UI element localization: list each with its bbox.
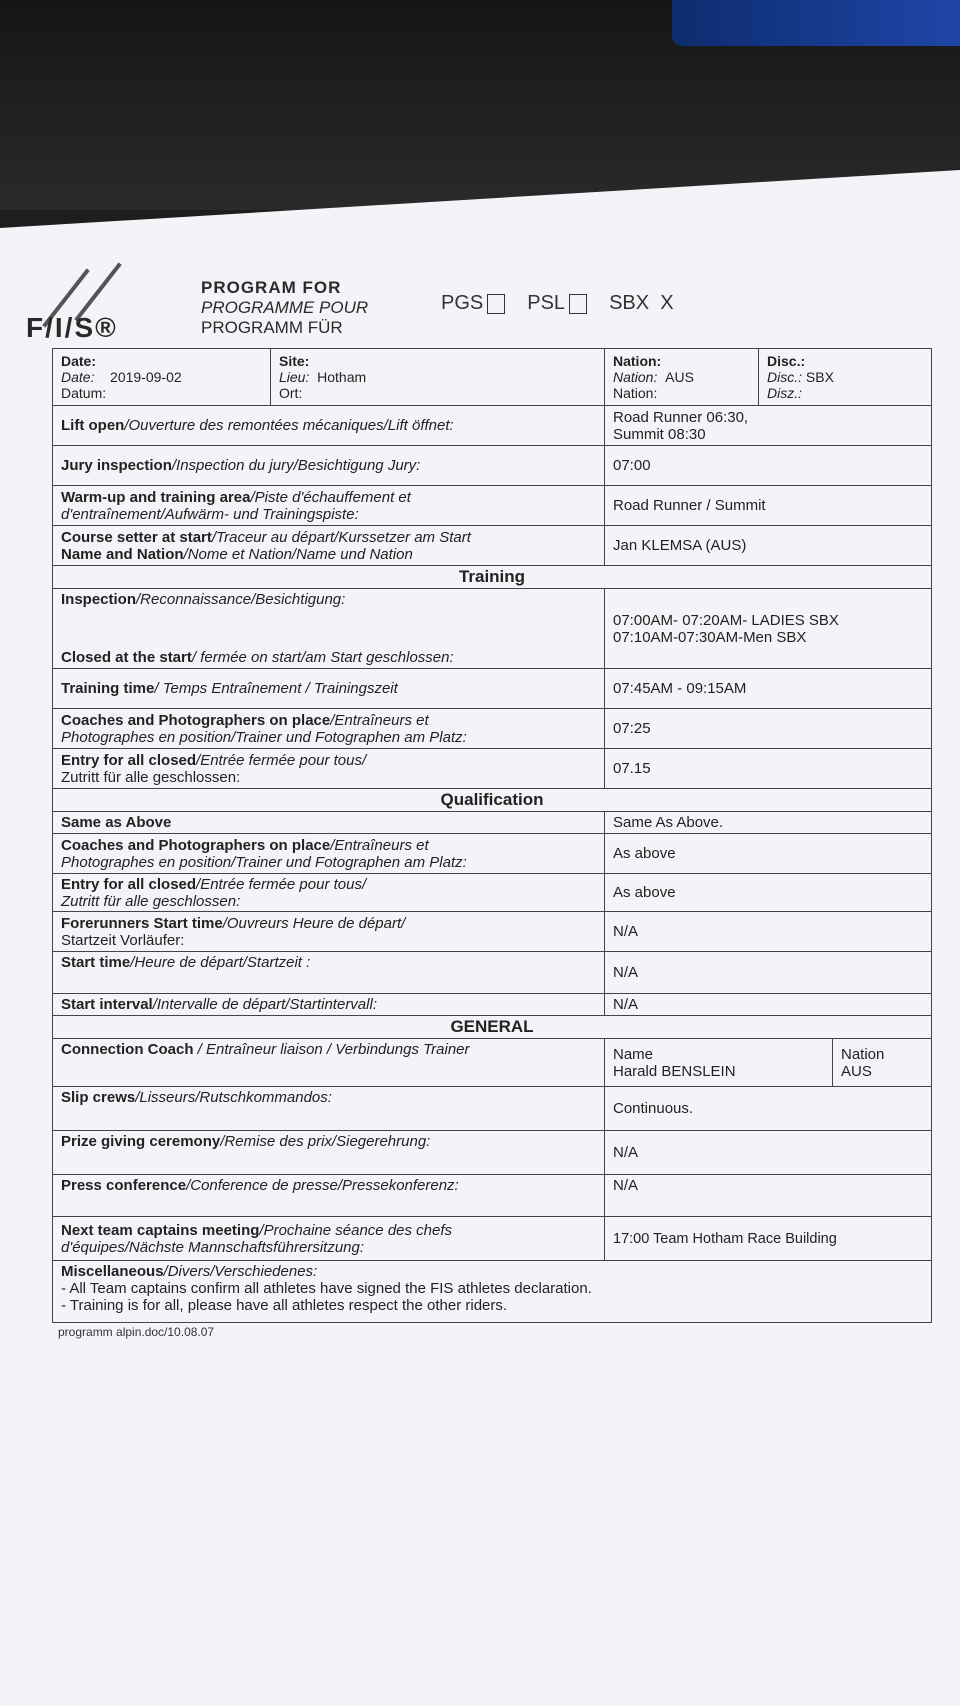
training-inspection-row: Inspection/Reconnaissance/Besichtigung: Closed at the start/ fermée on start/am Start geschlossen: 07:00AM- 07:20AM- LADIES SBX 07:10AM-07:30AM-Men SBX <box>52 589 932 669</box>
start-time-row: Start time/Heure de départ/Startzeit : N/A <box>52 952 932 994</box>
nation-cell: Nation: Nation: AUS Nation: <box>605 349 759 405</box>
logo-text: F/I/S® <box>26 312 118 343</box>
connection-coach-row: Connection Coach / Entraîneur liaison / Verbindungs Trainer Name Harald BENSLEIN Nation AUS <box>52 1039 932 1087</box>
slip-crews-row: Slip crews/Lisseurs/Rutschkommandos: Continuous. <box>52 1087 932 1131</box>
checkbox-pgs[interactable] <box>487 294 505 314</box>
connection-coach-name: Harald BENSLEIN <box>613 1062 736 1080</box>
date-value: 2019-09-02 <box>110 369 182 385</box>
footer-doc-ref: programm alpin.doc/10.08.07 <box>58 1325 215 1339</box>
general-heading: GENERAL <box>52 1016 932 1039</box>
qual-coaches-row: Coaches and Photographers on place/Entraîneurs et Photographes en position/Trainer und Fotographen am Platz: As above <box>52 834 932 874</box>
sbx-mark: X <box>660 292 674 314</box>
discipline-options <box>441 292 674 315</box>
option-psl: PSL <box>527 292 587 315</box>
site-value: Hotham <box>317 369 367 385</box>
qual-entry-row: Entry for all closed/Entrée fermée pour tous/ Zutritt für alle geschlossen: As above <box>52 874 932 912</box>
course-setter-row: Course setter at start/Traceur au départ/Kurssetzer am Start Name and Nation/Nome et Nation/Name und Nation Jan KLEMSA (AUS) <box>52 526 932 566</box>
disc-value: SBX <box>805 369 834 385</box>
training-heading: Training <box>52 566 932 589</box>
document-header <box>26 270 786 342</box>
start-interval-row: Start interval/Intervalle de départ/Startintervall: N/A <box>52 994 932 1016</box>
nation-value: AUS <box>665 369 694 385</box>
training-entry-row: Entry for all closed/Entrée fermée pour tous/ Zutritt für alle geschlossen: 07.15 <box>52 749 932 789</box>
program-titles <box>201 278 368 338</box>
training-coaches-row: Coaches and Photographers on place/Entraîneurs et Photographes en position/Trainer und Fotographen am Platz: 07:25 <box>52 709 932 749</box>
miscellaneous-row: Miscellaneous/Divers/Verschiedenes: - All Team captains confirm all athletes have signed the FIS athletes declaration. - Training is for all, please have all athletes respect the other riders. <box>52 1261 932 1323</box>
misc-line: - All Team captains confirm all athletes have signed the FIS athletes declaration. <box>61 1280 592 1297</box>
disc-cell: Disc.: Disc.: SBX Disz.: <box>767 353 834 401</box>
prize-giving-row: Prize giving ceremony/Remise des prix/Siegerehrung: N/A <box>52 1131 932 1175</box>
option-pgs: PGS <box>441 292 505 315</box>
blue-object <box>672 0 960 46</box>
title-fr: PROGRAMME POUR <box>201 298 369 317</box>
lift-open-row: Lift open/Ouverture des remontées mécaniques/Lift öffnet: Road Runner 06:30, Summit 08:30 <box>52 406 932 446</box>
team-captains-meeting-row: Next team captains meeting/Prochaine séance des chefs d'équipes/Nächste Mannschaftsführersitzung: 17:00 Team Hotham Race Building <box>52 1217 932 1261</box>
connection-coach-nation: AUS <box>841 1062 872 1080</box>
option-sbx: SBX X <box>609 292 674 314</box>
jury-inspection-row: Jury inspection/Inspection du jury/Besichtigung Jury: 07:00 <box>52 446 932 486</box>
site-cell: Site: Lieu: Hotham Ort: <box>271 349 605 405</box>
program-form <box>52 348 932 1339</box>
press-conference-row: Press conference/Conference de presse/Pressekonferenz: N/A <box>52 1175 932 1217</box>
forerunners-row: Forerunners Start time/Ouvreurs Heure de départ/ Startzeit Vorläufer: N/A <box>52 912 932 952</box>
qualification-heading: Qualification <box>52 789 932 812</box>
info-row <box>52 348 932 406</box>
training-time-row: Training time/ Temps Entraînement / Trainingszeit 07:45AM - 09:15AM <box>52 669 932 709</box>
title-de: PROGRAMM FÜR <box>201 318 343 337</box>
date-cell: Date: Date: 2019-09-02 Datum: <box>53 349 271 405</box>
fis-logo <box>26 270 196 342</box>
title-en: PROGRAM FOR <box>201 278 342 297</box>
same-as-above-row: Same as Above Same As Above. <box>52 812 932 834</box>
checkbox-psl[interactable] <box>569 294 587 314</box>
misc-line: - Training is for all, please have all athletes respect the other riders. <box>61 1297 508 1314</box>
warmup-row: Warm-up and training area/Piste d'échauffement et d'entraînement/Aufwärm- und Trainingspiste: Road Runner / Summit <box>52 486 932 526</box>
